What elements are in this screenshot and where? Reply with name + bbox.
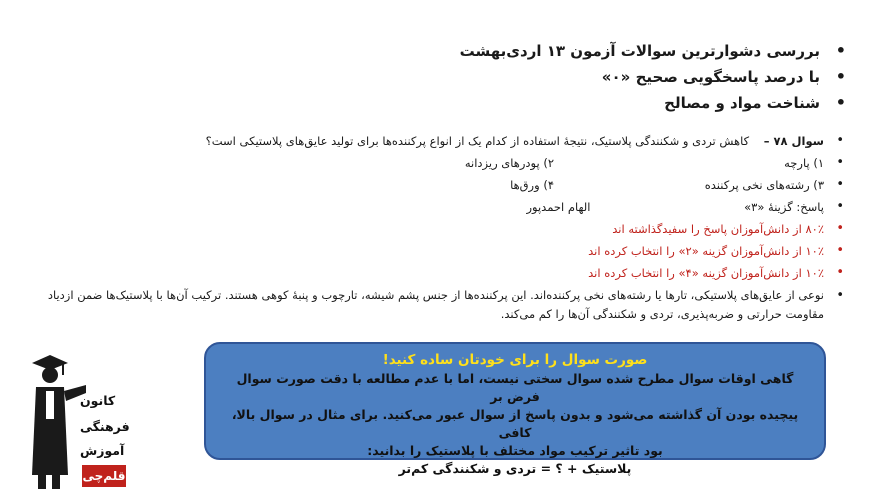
question-label: سوال ۷۸ –: [763, 134, 824, 148]
title-accuracy: • با درصد پاسخگویی صحیح «۰»: [146, 64, 846, 90]
answer-label: پاسخ: گزینهٔ «۳»: [744, 200, 824, 214]
stat-blank: • ۸۰٪ از دانش‌آموزان پاسخ را سفیدگذاشته اند: [46, 218, 846, 240]
answer-row: [46, 196, 846, 218]
option-2: ۲) پودرهای ریزدانه: [464, 156, 554, 170]
logo-line-3: آموزش: [80, 443, 125, 458]
option-4: ۴) ورق‌ها: [510, 178, 554, 192]
logo-line-2: فرهنگی: [80, 419, 130, 434]
question-text: کاهش تردی و شکنندگی پلاستیک، نتیجهٔ استفاده از کدام یک از انواع پرکننده‌ها برای تولید عایق‌های پلاستیکی است؟: [205, 134, 750, 148]
stat-option-2: • ۱۰٪ از دانش‌آموزان گزینه «۲» را انتخاب کرده اند: [46, 240, 846, 262]
graduate-figure-icon: [28, 355, 88, 490]
title-list: [146, 38, 846, 116]
stat-option-4: • ۱۰٪ از دانش‌آموزان گزینه «۴» را انتخاب کرده اند: [46, 262, 846, 284]
callout-line-3: بود تاثیر ترکیب مواد مختلف با پلاستیک را بدانید:: [367, 443, 663, 458]
question-block: [46, 130, 846, 324]
answer-author: الهام احمدپور: [526, 200, 591, 214]
options-row-1: [46, 152, 846, 174]
question-row: [46, 130, 846, 152]
tip-callout: [204, 342, 826, 476]
callout-line-1: گاهی اوقات سوال مطرح شده سوال سختی نیست، اما با عدم مطالعه با دقت صورت سوال فرض بر: [236, 371, 794, 404]
title-topic: • بررسی دشوارترین سوالات آزمون ۱۳ اردی‌بهشت: [146, 38, 846, 64]
explanation-note: • نوعی از عایق‌های پلاستیکی، تارها یا رشته‌های نخی پرکننده‌اند. این پرکننده‌ها از جنس پشم شیشه، تارچوب و پنبهٔ کوهی هستند. ترکیب آن‌ها با پلاستیک‌ها ضمن ازدیاد مقاومت حرارتی و ضربه‌پذیری، تردی و شکنندگی آن‌ها را کم می‌کند.: [46, 286, 846, 324]
option-1: • ۱) پارچه: [784, 156, 824, 170]
options-row-2: [46, 174, 846, 196]
callout-title: صورت سوال را برای خودتان ساده کنید!: [382, 352, 648, 368]
callout-line-2: پیچیده بودن آن گذاشته می‌شود و بدون پاسخ از سوال عبور می‌کنید. برای مثال در سوال بالا، کافی: [231, 407, 799, 440]
title-subject: • شناخت مواد و مصالح: [146, 90, 846, 116]
option-3: • ۳) رشته‌های نخی پرکننده: [704, 178, 824, 192]
kanoon-logo: [28, 355, 128, 490]
callout-formula: پلاستیک + ؟ = تردی و شکنندگی کم‌تر: [398, 461, 632, 476]
logo-line-1: کانون: [80, 393, 116, 408]
logo-tag: قلم‌چی: [82, 465, 126, 487]
